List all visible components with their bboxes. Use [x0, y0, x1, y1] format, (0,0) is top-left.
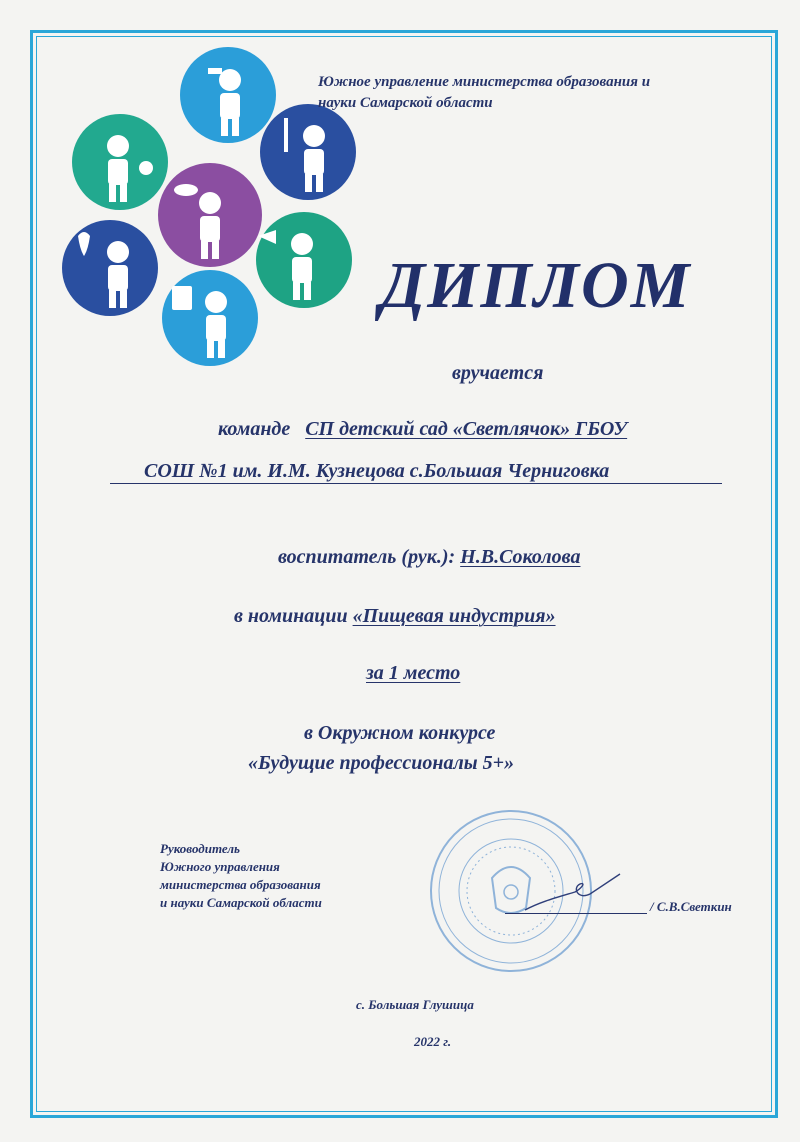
accountant-figure-icon: [162, 270, 258, 366]
nomination-label: в номинации: [234, 605, 348, 627]
contest-line-1: в Окружном конкурсе: [304, 722, 496, 744]
role-line-2: Южного управления: [160, 859, 280, 874]
year-text: 2022 г.: [414, 1034, 452, 1049]
chef-figure-icon: [158, 163, 262, 267]
role-line-3: министерства образования: [160, 877, 321, 892]
soldier-figure-icon: [256, 212, 352, 308]
role-line-4: и науки Самарской области: [160, 895, 322, 910]
team-name-line-1: СП детский сад «Светлячок» ГБОУ: [305, 418, 628, 440]
role-line-1: Руководитель: [160, 841, 240, 856]
nomination-line: [234, 605, 556, 628]
signature-scribble: [520, 872, 630, 917]
signatory-role: [160, 840, 400, 912]
awarded-text: вручается: [452, 362, 544, 384]
ministry-line-2: науки Самарской области: [318, 95, 493, 111]
ministry-line-1: Южное управление министерства образования и: [318, 74, 651, 90]
team-prefix: команде: [218, 418, 291, 440]
diploma-title: ДИПЛОМ: [380, 249, 692, 322]
team-name-line-2: СОШ №1 им. И.М. Кузнецова с.Большая Черниговка: [144, 460, 610, 482]
gardener-figure-icon: [72, 114, 168, 210]
location-text: с. Большая Глушица: [356, 997, 474, 1012]
signer-name: / С.В.Светкин: [650, 899, 732, 914]
contest-line-2: «Будущие профессионалы 5+»: [248, 752, 515, 774]
place-text: за 1 место: [366, 662, 461, 684]
team-underline: [110, 483, 722, 484]
teacher-label: воспитатель (рук.):: [278, 546, 456, 568]
signature-line: [505, 913, 647, 914]
nomination-name: «Пищевая индустрия»: [352, 605, 556, 627]
ministry-header: [318, 72, 758, 114]
team-line-2: [144, 460, 609, 483]
artist-figure-icon: [260, 104, 356, 200]
place-line: [366, 662, 460, 685]
team-line-1: [218, 418, 627, 441]
painter-figure-icon: [180, 47, 276, 143]
teacher-name: Н.В.Соколова: [460, 546, 581, 568]
dentist-figure-icon: [62, 220, 158, 316]
teacher-line: [278, 546, 580, 569]
